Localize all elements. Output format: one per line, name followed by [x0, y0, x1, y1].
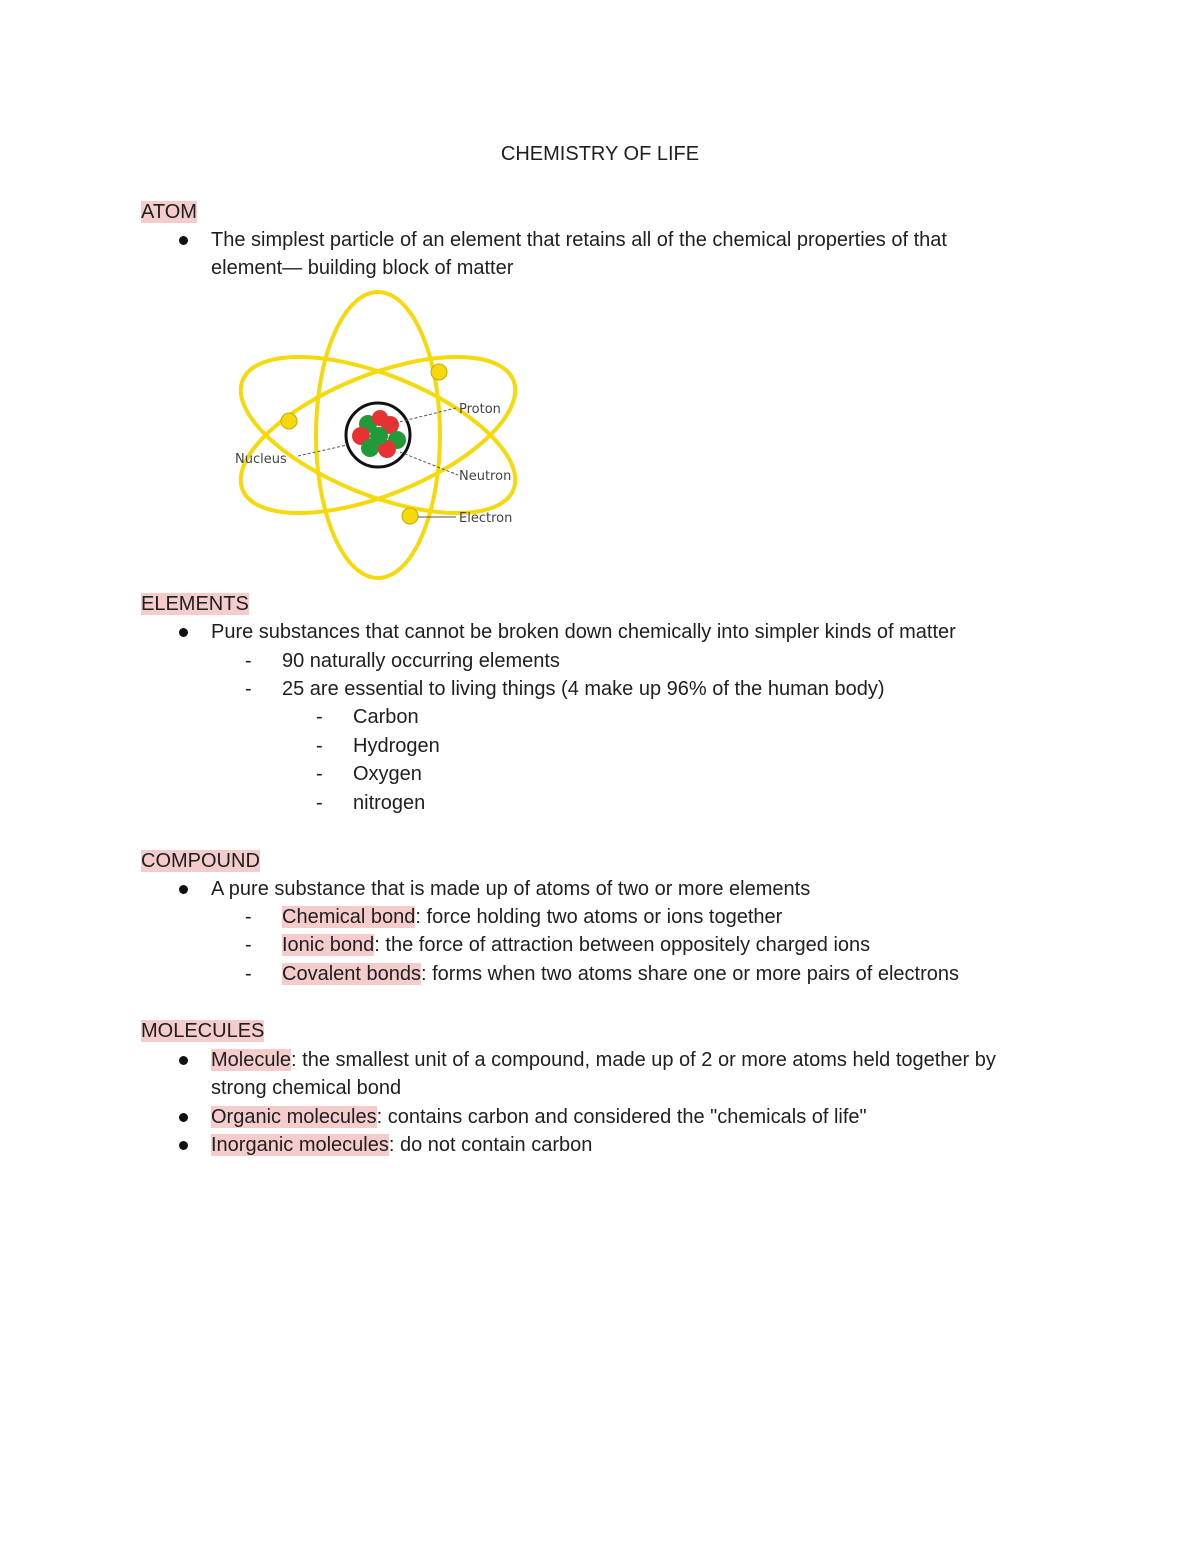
- dash-marker: -: [316, 792, 323, 814]
- compound-item: Ionic bond: the force of attraction between oppositely charged ions: [282, 934, 871, 956]
- molecules-heading: MOLECULES: [141, 1020, 265, 1042]
- atom-diagram-svg: [230, 290, 530, 585]
- bullet-icon: [179, 1141, 188, 1150]
- electron-label: Electron: [459, 511, 513, 526]
- elements-heading: ELEMENTS: [141, 593, 249, 615]
- term-highlight: Molecule: [211, 1049, 292, 1071]
- elements-sub-item: 90 naturally occurring elements: [282, 650, 560, 672]
- molecules-item-continuation: strong chemical bond: [211, 1077, 402, 1099]
- molecules-item: Organic molecules: contains carbon and considered the "chemicals of life": [211, 1106, 867, 1128]
- element-list-item: nitrogen: [353, 792, 426, 814]
- bullet-icon: [179, 1056, 188, 1065]
- elements-sub-item: 25 are essential to living things (4 make up 96% of the human body): [282, 678, 885, 700]
- atom-definition-line2: element— building block of matter: [211, 257, 514, 279]
- electron-dot: [281, 413, 297, 429]
- term-highlight: Covalent bonds: [282, 963, 421, 985]
- molecules-item: Inorganic molecules: do not contain carbon: [211, 1134, 593, 1156]
- element-list-item: Carbon: [353, 706, 419, 728]
- electron-dot: [402, 508, 418, 524]
- dash-marker: -: [245, 678, 252, 700]
- compound-definition: A pure substance that is made up of atoms of two or more elements: [211, 878, 811, 900]
- element-list-item: Oxygen: [353, 763, 422, 785]
- elements-definition: Pure substances that cannot be broken down chemically into simpler kinds of matter: [211, 621, 956, 643]
- dash-marker: -: [245, 963, 252, 985]
- bullet-icon: [179, 236, 188, 245]
- dash-marker: -: [316, 763, 323, 785]
- molecules-item: Molecule: the smallest unit of a compound, made up of 2 or more atoms held together by: [211, 1049, 996, 1071]
- page-title: CHEMISTRY OF LIFE: [500, 143, 700, 165]
- nucleus-label: Nucleus: [235, 452, 287, 467]
- atom-heading: ATOM: [141, 201, 197, 223]
- proton-label: Proton: [459, 402, 501, 417]
- compound-item: Chemical bond: force holding two atoms or ions together: [282, 906, 783, 928]
- term-highlight: Organic molecules: [211, 1106, 377, 1128]
- term-highlight: Inorganic molecules: [211, 1134, 389, 1156]
- neutron-label: Neutron: [459, 469, 512, 484]
- bullet-icon: [179, 885, 188, 894]
- compound-item: Covalent bonds: forms when two atoms share one or more pairs of electrons: [282, 963, 959, 985]
- dash-marker: -: [245, 650, 252, 672]
- atom-diagram: [230, 290, 530, 585]
- term-highlight: Chemical bond: [282, 906, 416, 928]
- dash-marker: -: [245, 934, 252, 956]
- element-list-item: Hydrogen: [353, 735, 440, 757]
- bullet-icon: [179, 628, 188, 637]
- atom-definition-line1: The simplest particle of an element that retains all of the chemical properties of that: [211, 229, 947, 251]
- electron-dot: [431, 364, 447, 380]
- term-highlight: Ionic bond: [282, 934, 375, 956]
- dash-marker: -: [245, 906, 252, 928]
- dash-marker: -: [316, 735, 323, 757]
- dash-marker: -: [316, 706, 323, 728]
- compound-heading: COMPOUND: [141, 850, 260, 872]
- bullet-icon: [179, 1113, 188, 1122]
